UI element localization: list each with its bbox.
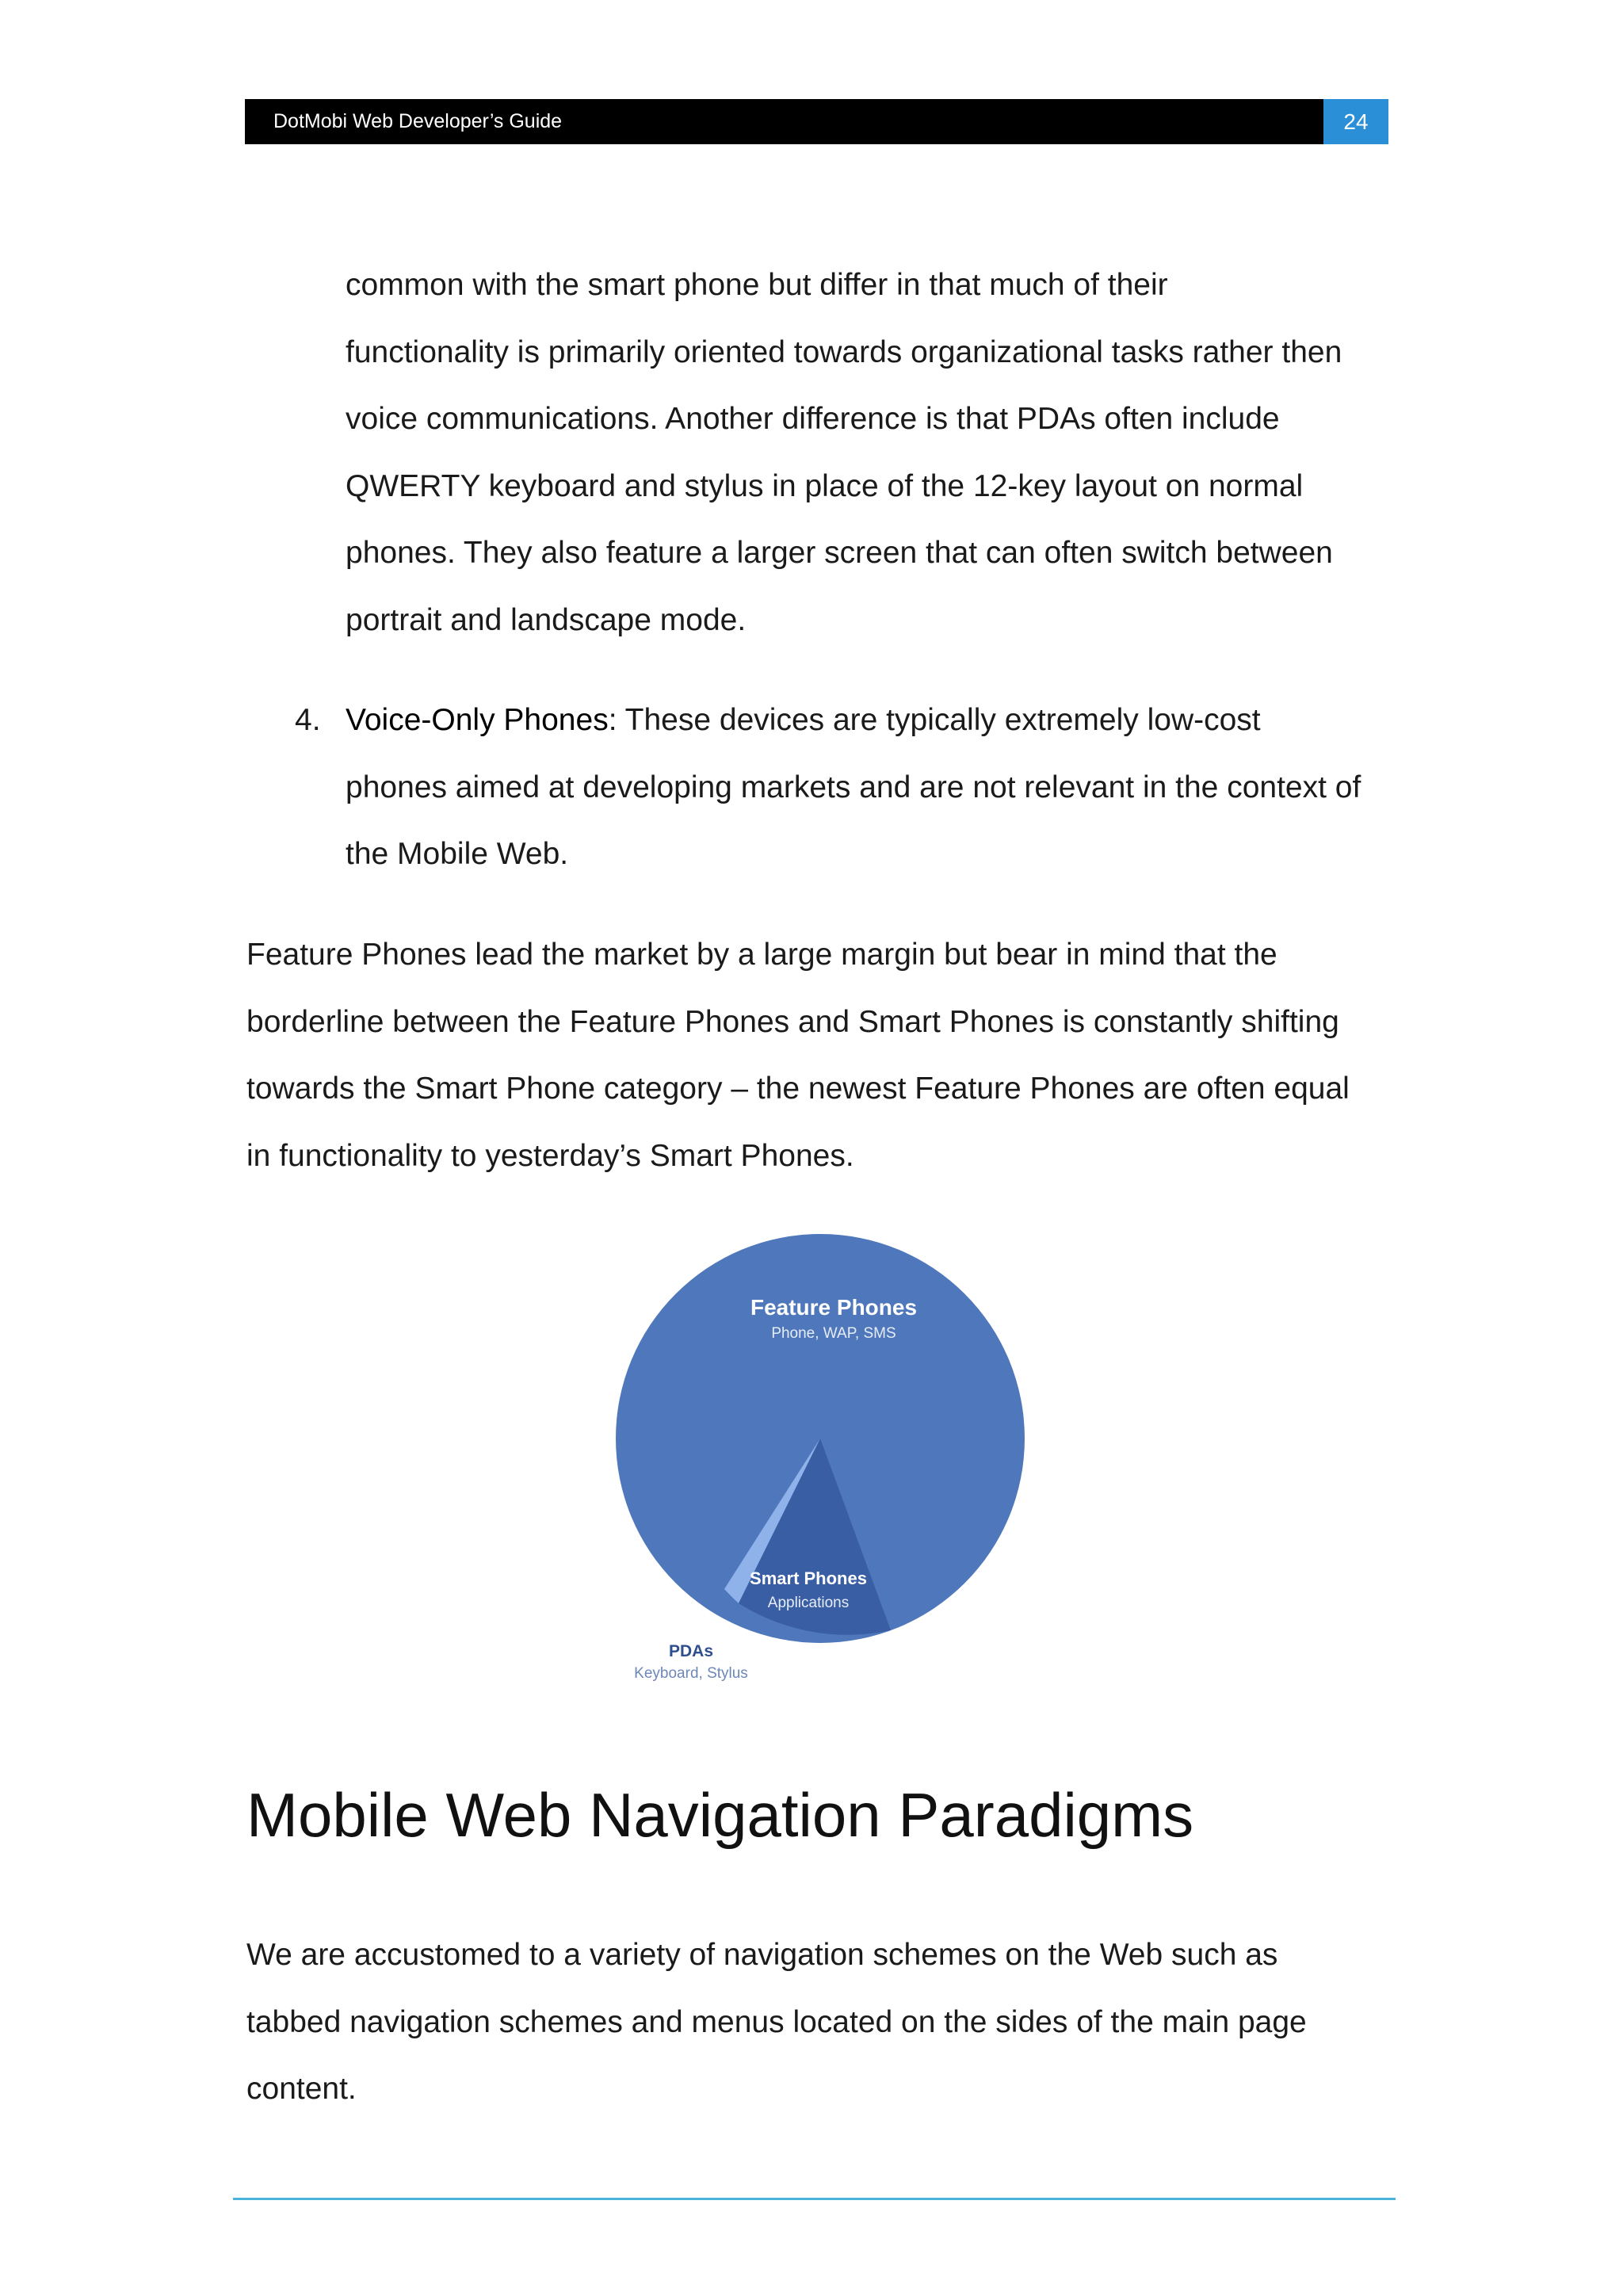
text-line: phones aimed at developing markets and are not relevant in the context of	[346, 770, 1361, 804]
footer-divider	[233, 2198, 1396, 2200]
pie-chart-svg	[602, 1224, 1046, 1700]
navigation-paragraph	[246, 1922, 1307, 2123]
list-item-number: 4.	[295, 703, 321, 737]
text-line: voice communications. Another difference is that PDAs often include	[346, 402, 1280, 436]
feature-phones-sublabel: Phone, WAP, SMS	[771, 1325, 896, 1342]
page-number: 24	[1323, 99, 1388, 144]
text-line: functionality is primarily oriented towards organizational tasks rather then	[346, 334, 1342, 369]
text-line: Feature Phones lead the market by a large margin but bear in mind that the	[246, 938, 1277, 972]
text-line: We are accustomed to a variety of navigation schemes on the Web such as	[246, 1938, 1278, 1972]
list-item-text: : These devices are typically extremely low-cost	[608, 703, 1261, 737]
pda-description-paragraph	[346, 252, 1342, 654]
text-line: in functionality to yesterday’s Smart Phones.	[246, 1138, 854, 1173]
smart-phones-sublabel: Applications	[767, 1595, 850, 1611]
device-market-pie-chart	[602, 1224, 1046, 1700]
pdas-label: PDAs	[668, 1642, 714, 1660]
text-line: common with the smart phone but differ in that much of their	[346, 268, 1168, 302]
text-line: tabbed navigation schemes and menus located on the sides of the main page	[246, 2004, 1307, 2039]
list-item-term: Voice-Only Phones	[346, 703, 609, 737]
feature-phones-paragraph	[246, 922, 1350, 1190]
section-heading: Mobile Web Navigation Paradigms	[246, 1780, 1194, 1850]
text-line: portrait and landscape mode.	[346, 602, 747, 637]
page-header	[245, 99, 1388, 144]
feature-phones-label: Feature Phones	[750, 1295, 918, 1320]
text-line	[346, 687, 1361, 755]
text-line: QWERTY keyboard and stylus in place of the 12-key layout on normal	[346, 468, 1304, 503]
text-line: the Mobile Web.	[346, 837, 569, 871]
smart-phones-label: Smart Phones	[750, 1568, 867, 1588]
text-line: borderline between the Feature Phones and Smart Phones is constantly shifting	[246, 1004, 1339, 1039]
text-line: towards the Smart Phone category – the newest Feature Phones are often equal	[246, 1072, 1350, 1106]
text-line: content.	[246, 2072, 357, 2106]
text-line: phones. They also feature a larger screen that can often switch between	[346, 536, 1333, 570]
document-title: DotMobi Web Developer’s Guide	[273, 110, 563, 132]
pdas-sublabel: Keyboard, Stylus	[634, 1665, 748, 1682]
